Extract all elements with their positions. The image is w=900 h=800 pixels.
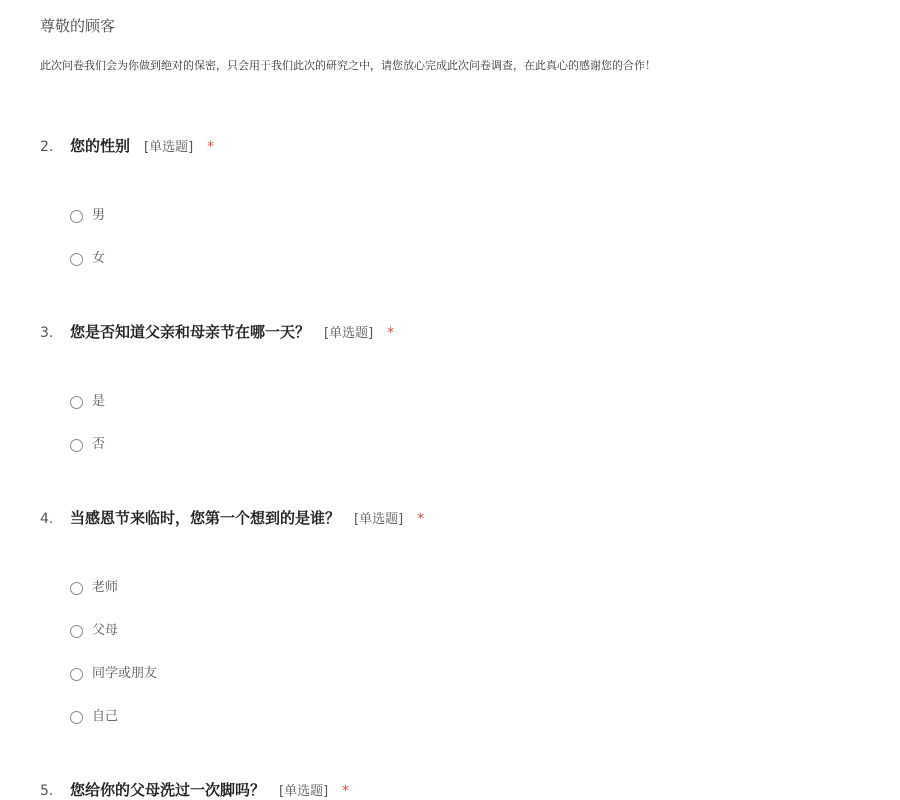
question-2 bbox=[40, 134, 880, 266]
option-female[interactable] bbox=[70, 249, 105, 269]
greeting-heading: 尊敬的顾客 bbox=[40, 17, 116, 35]
question-number: 4. bbox=[40, 511, 54, 527]
question-type-tag: [单选题] bbox=[144, 140, 194, 155]
required-asterisk: * bbox=[417, 511, 425, 527]
question-number: 2. bbox=[40, 139, 54, 155]
question-type-tag: [单选题] bbox=[279, 784, 329, 799]
required-asterisk: * bbox=[387, 325, 395, 341]
question-text: 当感恩节来临时，您第一个想到的是谁？ bbox=[70, 509, 341, 527]
radio-button[interactable] bbox=[70, 210, 83, 223]
question-title bbox=[40, 506, 880, 530]
option-male[interactable] bbox=[70, 206, 105, 226]
required-asterisk: * bbox=[207, 139, 215, 155]
option-label: 老师 bbox=[92, 580, 119, 595]
option-label: 自己 bbox=[92, 709, 119, 724]
option-label: 同学或朋友 bbox=[92, 666, 158, 681]
radio-button[interactable] bbox=[70, 253, 83, 266]
question-type-tag: [单选题] bbox=[324, 326, 374, 341]
option-classmates-friends[interactable] bbox=[70, 664, 157, 684]
survey-intro-text: 此次问卷我们会为你做到绝对的保密，只会用于我们此次的研究之中，请您放心完成此次问卷调查，在此真心的感谢您的合作！ bbox=[40, 59, 656, 72]
radio-button[interactable] bbox=[70, 439, 83, 452]
option-yes[interactable] bbox=[70, 392, 105, 412]
radio-button[interactable] bbox=[70, 625, 83, 638]
option-no[interactable] bbox=[70, 435, 105, 455]
option-self[interactable] bbox=[70, 707, 118, 727]
radio-button[interactable] bbox=[70, 668, 83, 681]
required-asterisk: * bbox=[342, 783, 350, 799]
option-parents[interactable] bbox=[70, 621, 118, 641]
option-teacher[interactable] bbox=[70, 578, 118, 598]
radio-button[interactable] bbox=[70, 711, 83, 724]
radio-button[interactable] bbox=[70, 396, 83, 409]
question-text: 您给你的父母洗过一次脚吗？ bbox=[70, 781, 266, 799]
question-title bbox=[40, 778, 880, 800]
option-label: 父母 bbox=[92, 623, 119, 638]
question-3 bbox=[40, 320, 880, 452]
question-title bbox=[40, 320, 880, 344]
radio-button[interactable] bbox=[70, 582, 83, 595]
option-label: 是 bbox=[92, 394, 106, 409]
option-label: 否 bbox=[92, 437, 106, 452]
question-type-tag: [单选题] bbox=[354, 512, 404, 527]
question-4 bbox=[40, 506, 880, 724]
question-number: 3. bbox=[40, 325, 54, 341]
option-label: 女 bbox=[92, 251, 106, 266]
question-title bbox=[40, 134, 880, 158]
question-text: 您的性别 bbox=[70, 137, 131, 155]
question-number: 5. bbox=[40, 783, 54, 799]
question-text: 您是否知道父亲和母亲节在哪一天？ bbox=[70, 323, 311, 341]
option-label: 男 bbox=[92, 208, 106, 223]
question-5 bbox=[40, 778, 880, 800]
